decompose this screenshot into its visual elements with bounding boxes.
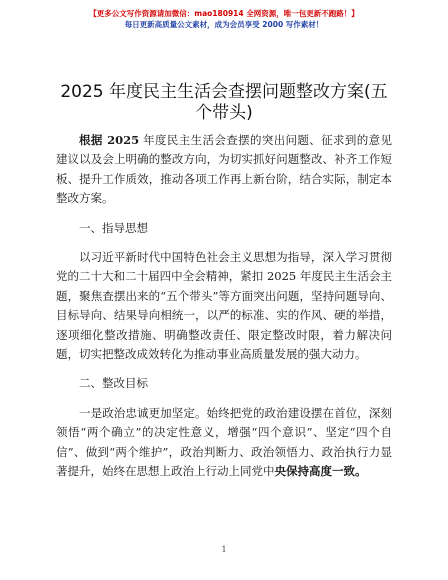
intro-paragraph [56, 131, 392, 209]
document-title: 2025 年度民主生活会查摆问题整改方案(五个带头) [60, 82, 388, 123]
promo-line-2: 每日更新高质量公文素材，成为会员享受 2000 写作素材！ [124, 20, 324, 29]
section-paragraph-rectification-goals [56, 404, 392, 482]
intro-lead: 根据 2025 [79, 133, 140, 147]
intro-text: 年度民主生活会查摆的突出问题、征求到的意见建议以及会上明确的整改方向，为切实抓好问题整改、补齐工作短板、提升工作质效，推动各项工作再上新台阶，结合实际，制定本整改方案。 [56, 133, 393, 206]
page-number: 1 [221, 545, 227, 554]
promo-banner [0, 8, 448, 30]
document-body [56, 131, 392, 482]
promo-line-1: 【更多公文写作资源请加微信：mao180914 全网资源，唯一包更新不跑路！】 [89, 9, 359, 18]
goals-text-bold-tail: 央保持高度一致。 [274, 464, 367, 479]
goals-text: 一是政治忠诚更加坚定。始终把党的政治建设摆在首位，深刻领悟“两个确立”的决定性意义，增强“四个意识”、坚定“四个自信”、做到“两个维护”，政治判断力、政治领悟力、政治执行力显著提升，始终在思想上政治上行动上同党中 [56, 405, 392, 479]
section-paragraph-guiding-ideology: 以习近平新时代中国特色社会主义思想为指导，深入学习贯彻党的二十大和二十届四中全会精神，紧扣 2025 年度民主生活会主题，聚焦查摆出来的“五个带头”等方面突出问题，坚持问题导向、目标导向、结果导向相统一，以严的标准、实的作风、硬的举措，逐项细化整改措施、明确整改责任、限定整改时限，着力解决问题，切实把整改成效转化为推动事业高质量发展的强大动力。 [56, 250, 392, 362]
section-heading-rectification-goals: 二、整改目标 [79, 376, 148, 391]
section-heading-guiding-ideology: 一、指导思想 [79, 220, 148, 235]
